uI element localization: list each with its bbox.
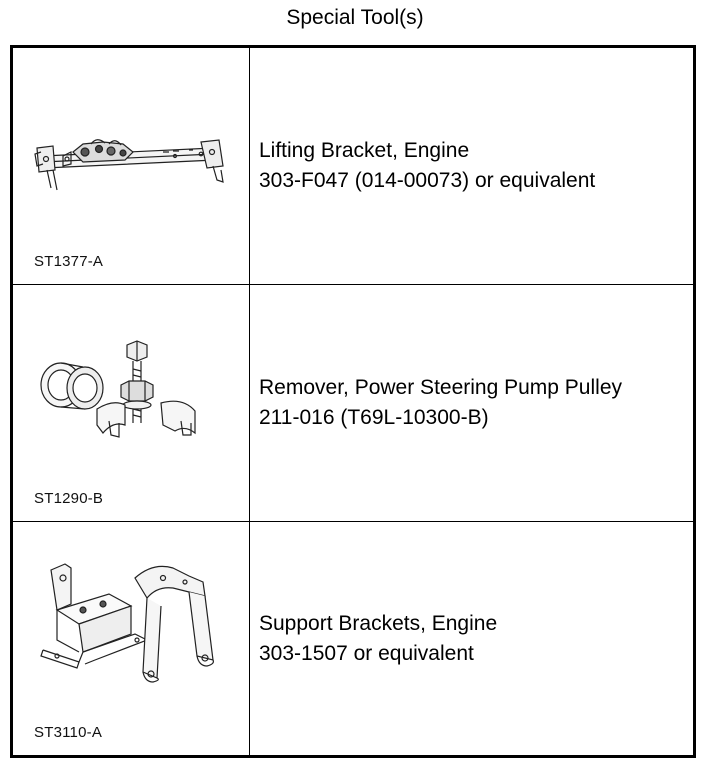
tool-name: Remover, Power Steering Pump Pulley	[259, 376, 622, 399]
tool-part-number: 303-F047 (014-00073) or equivalent	[259, 169, 596, 192]
tool-name: Support Brackets, Engine	[259, 611, 498, 635]
tool-part-number: 211-016 (T69L-10300-B)	[259, 406, 489, 429]
tool-code: ST3110-A	[34, 724, 103, 741]
tool-part-number: 303-1507 or equivalent	[259, 641, 474, 665]
tool-description	[259, 609, 689, 669]
tool-row-support-brackets	[13, 521, 693, 755]
tool-image-cell	[13, 48, 250, 284]
tool-code: ST1290-B	[34, 490, 104, 507]
tool-name: Lifting Bracket, Engine	[259, 139, 470, 162]
support-brackets-illustration	[13, 522, 249, 756]
tool-row-pulley-remover	[13, 284, 693, 521]
tool-description	[259, 136, 689, 196]
pulley-remover-illustration	[13, 285, 249, 522]
page-title: Special Tool(s)	[286, 6, 424, 29]
special-tools-table	[10, 45, 696, 758]
tool-row-lifting-bracket	[13, 48, 693, 284]
lifting-bracket-illustration	[13, 48, 249, 284]
tool-description	[259, 373, 689, 433]
tool-image-cell	[13, 522, 250, 755]
tool-image-cell	[13, 285, 250, 521]
tool-code: ST1377-A	[34, 253, 104, 270]
